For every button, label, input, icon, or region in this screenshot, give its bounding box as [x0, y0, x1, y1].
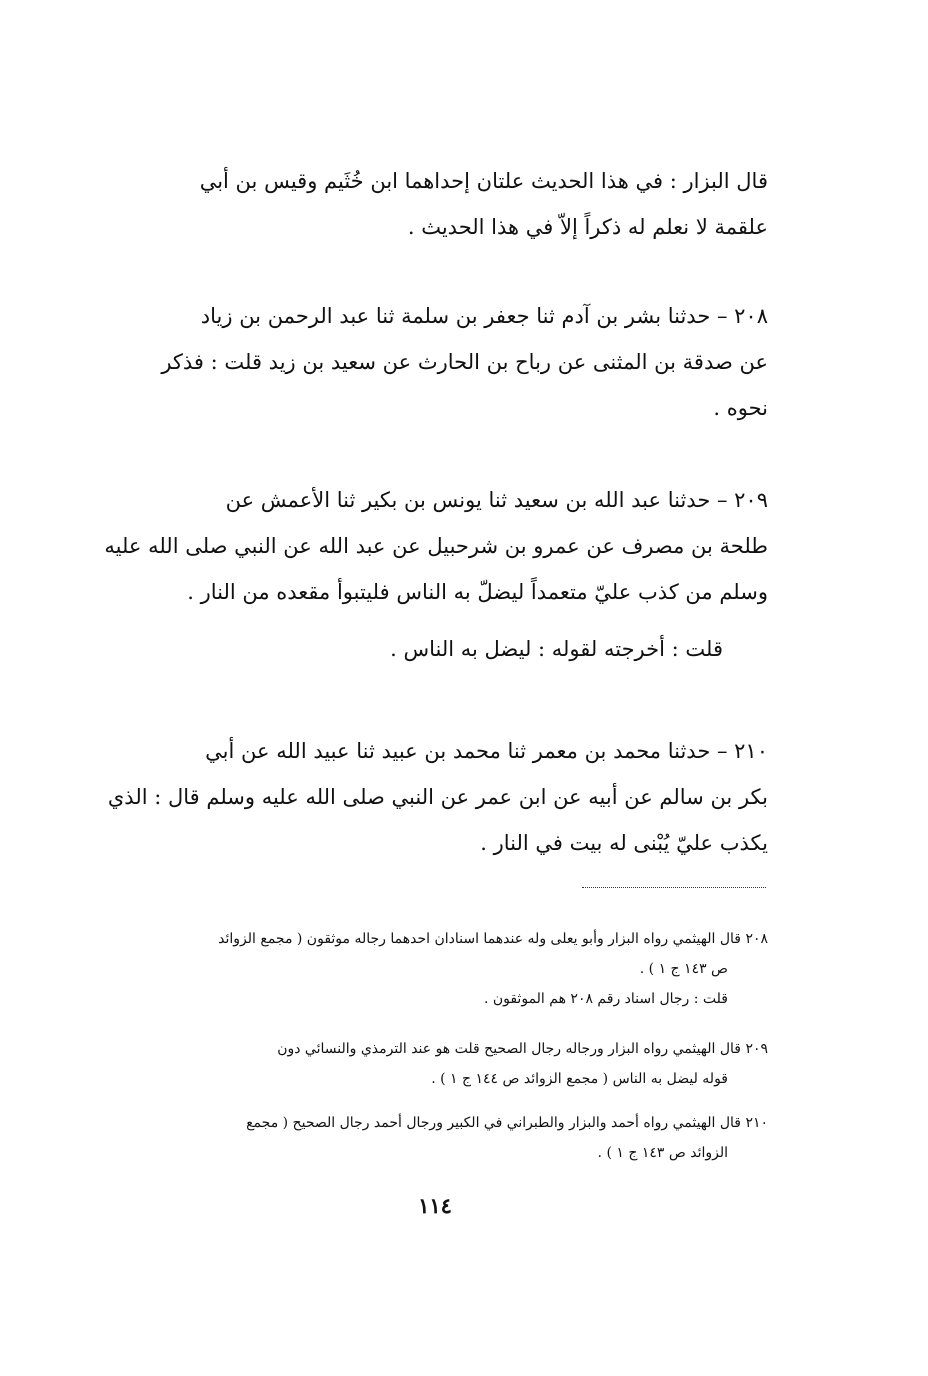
hadith-208: [100, 293, 768, 431]
intro-paragraph: [100, 158, 768, 250]
hadith-208-line-3: نحوه .: [713, 396, 768, 420]
footnote-208-line-3: قلت : رجال اسناد رقم ٢٠٨ هم الموثقون .: [483, 991, 728, 1007]
hadith-210-line-2: بكر بن سالم عن أبيه عن ابن عمر عن النبي صلى الله عليه وسلم قال : الذي: [107, 785, 768, 809]
intro-line-1: قال البزار : في هذا الحديث علتان إحداهما ابن خُثَيم وقيس بن أبي: [199, 169, 768, 193]
hadith-208-line-1: ٢٠٨ – حدثنا بشر بن آدم ثنا جعفر بن سلمة ثنا عبد الرحمن بن زياد: [200, 304, 768, 328]
footnote-209-line-1: ٢٠٩ قال الهيثمي رواه البزار ورجاله رجال الصحيح قلت هو عند الترمذي والنسائي دون: [277, 1041, 768, 1057]
hadith-210: [100, 728, 768, 866]
footnote-210-line-1: ٢١٠ قال الهيثمي رواه أحمد والبزار والطبراني في الكبير ورجال أحمد رجال الصحيح ( مجمع: [246, 1115, 768, 1131]
hadith-209-note-text: قلت : أخرجته لقوله : ليضل به الناس .: [390, 637, 723, 661]
footnote-209-line-2: قوله ليضل به الناس ( مجمع الزوائد ص ١٤٤ ج ١ ) .: [431, 1071, 728, 1087]
hadith-208-line-2: عن صدقة بن المثنى عن رباح بن الحارث عن سعيد بن زيد قلت : فذكر: [161, 350, 768, 374]
hadith-209-line-3: وسلم من كذب عليّ متعمداً ليضلّ به الناس فليتبوأ مقعده من النار .: [187, 580, 768, 604]
footnote-divider: [582, 887, 766, 888]
footnote-208: [100, 924, 768, 1014]
hadith-210-line-3: يكذب عليّ يُبْنى له بيت في النار .: [480, 831, 768, 855]
footnote-208-line-1: ٢٠٨ قال الهيثمي رواه البزار وأبو يعلى وله عندهما اسنادان احدهما رجاله موثقون ( مجمع الزوائد: [218, 931, 768, 947]
hadith-209-line-2: طلحة بن مصرف عن عمرو بن شرحبيل عن عبد الله عن النبي صلى الله عليه: [104, 534, 768, 558]
hadith-209: [100, 477, 768, 615]
footnote-208-line-2: ص ١٤٣ ج ١ ) .: [639, 961, 728, 977]
page-number: ١١٤: [418, 1193, 452, 1218]
intro-line-2: علقمة لا نعلم له ذكراً إلاّ في هذا الحديث .: [407, 215, 768, 239]
hadith-209-line-1: ٢٠٩ – حدثنا عبد الله بن سعيد ثنا يونس بن بكير ثنا الأعمش عن: [225, 488, 768, 512]
footnote-210: [100, 1108, 768, 1168]
footnote-209: [100, 1034, 768, 1094]
footnote-210-line-2: الزوائد ص ١٤٣ ج ١ ) .: [597, 1145, 728, 1161]
hadith-209-note: [100, 626, 723, 672]
hadith-210-line-1: ٢١٠ – حدثنا محمد بن معمر ثنا محمد بن عبيد ثنا عبيد الله عن أبي: [205, 739, 768, 763]
